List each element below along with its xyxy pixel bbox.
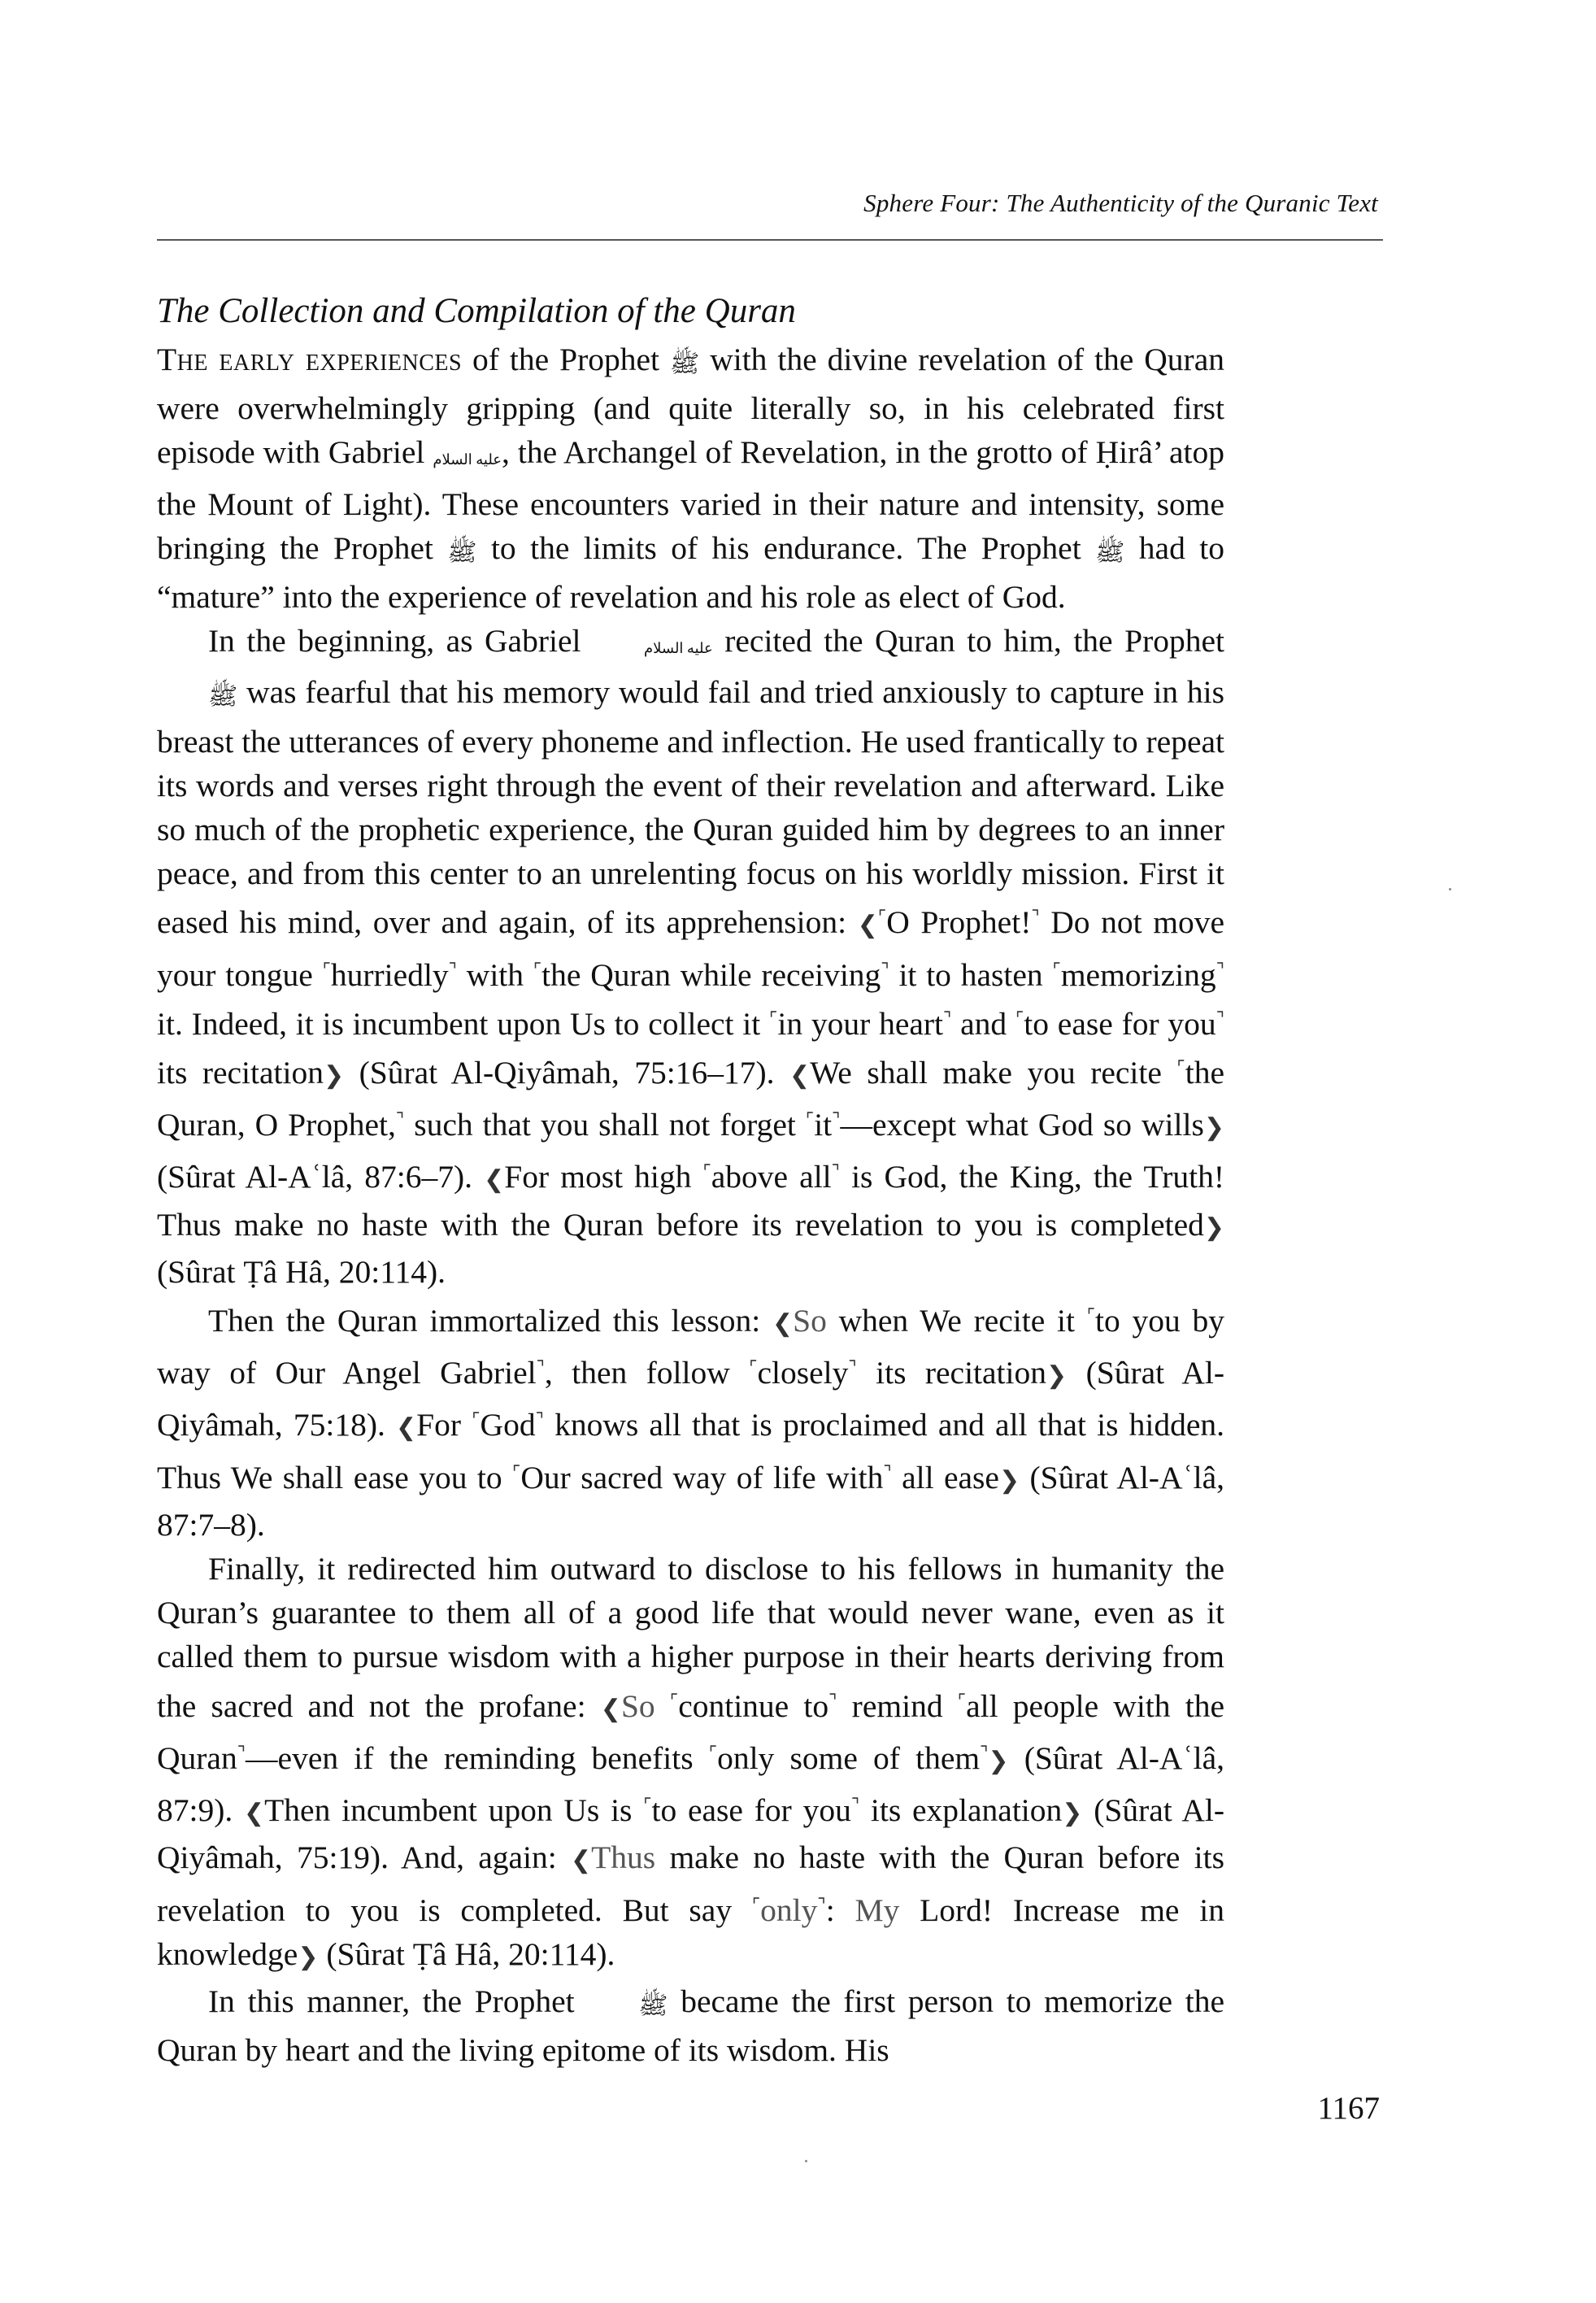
honorific-prophet-icon: ﷺ: [1095, 538, 1125, 566]
verse-open-icon: ❮: [484, 1166, 505, 1194]
text: In the beginning, as Gabriel: [208, 623, 593, 660]
quote-text: such that you shall not forget: [404, 1107, 806, 1143]
quote-text: and: [951, 1005, 1015, 1042]
citation: (Sûrat Al-Aʿlâ, 87:7–8).: [157, 1459, 1225, 1543]
lead-small-caps: The early experiences: [157, 342, 463, 377]
quote-text: all people with the Quran: [157, 1687, 1225, 1776]
bracket-open-icon: ⌜: [877, 907, 887, 928]
text: Finally, it redirected him outward to disclose to his fellows in humanity the Quran’s guarantee to them all of a good life that would never wane, even as it called them to pursue wisdom with a higher purpose in their hearts deriving from the sacred and not the profane:: [157, 1551, 1224, 1724]
bracket-close-icon: ⌝: [850, 1795, 860, 1816]
bracket-close-icon: ⌝: [448, 959, 457, 980]
verse-close-icon: ❯: [1046, 1362, 1068, 1390]
bracket-open-icon: ⌜: [1086, 1305, 1096, 1326]
bracket-open-icon: ⌜: [472, 1409, 481, 1430]
verse-close-icon: ❯: [298, 1943, 319, 1970]
quote-text: all ease: [891, 1459, 999, 1495]
text: had to “mature” into the experience of revelation and his role as elect of God.: [157, 529, 1224, 616]
verse-close-icon: ❯: [1203, 1114, 1224, 1142]
verse-open-icon: ❮: [600, 1695, 621, 1722]
citation: (Sûrat Al-Qiyâmah, 75:18).: [157, 1355, 1224, 1443]
quote-text: in your heart: [777, 1005, 944, 1042]
quote-text: to you by way of Our Angel Gabriel: [157, 1303, 1224, 1391]
citation: (Sûrat Ṭâ Hâ, 20:114).: [318, 1935, 615, 1972]
text: with the divine revelation of the Quran were overwhelmingly gripping (and quite literally so, in his celebrated first episode with Gabriel: [157, 342, 1224, 471]
quote-text: Lord! Increase me in knowledge: [157, 1892, 1224, 1972]
citation: (Sûrat Al-Aʿlâ, 87:9).: [157, 1739, 1224, 1829]
bracket-open-icon: ⌜: [1015, 1008, 1024, 1029]
text: became the first person to memorize the Quran by heart and the living epitome of its wisdom. His: [157, 1983, 1224, 2069]
paragraph: [157, 1547, 1224, 1979]
quote-text: Do not move your tongue: [157, 904, 1224, 993]
bracket-close-icon: ⌝: [832, 1109, 841, 1130]
text: Then the Quran immortalized this lesson:: [208, 1303, 772, 1339]
verse-open-icon: ❮: [571, 1847, 592, 1874]
bracket-open-icon: ⌜: [769, 1008, 778, 1029]
quote-text: the Quran while receiving: [541, 956, 881, 993]
quote-text: to ease for you: [651, 1792, 851, 1829]
quote-text: the Quran, O Prophet,: [157, 1055, 1224, 1143]
verse-open-icon: ❮: [857, 912, 878, 939]
verse-open-icon: ❮: [396, 1414, 417, 1442]
page-number: 1167: [1317, 2091, 1380, 2126]
bracket-open-icon: ⌜: [805, 1109, 815, 1130]
text: was fearful that his memory would fail and tried anxiously to capture in his breast the utterances of every phoneme and inflection. He used frantically to repeat its words and verses right through the event of their revelation and afterward. Like so much of the prophetic experience, the Quran guided him by degrees to an inner peace, and from this center to an unrelenting focus on his worldly mission. First it eased his mind, over and again, of its apprehension:: [157, 674, 1224, 941]
verse-open-icon: ❮: [772, 1310, 794, 1338]
header-rule: [157, 239, 1383, 241]
quote-text: make no haste with the Quran before its revelation to you is completed. But say: [157, 1839, 1224, 1928]
quote-text: its recitation: [157, 1055, 324, 1091]
citation: (Sûrat Al-Aʿlâ, 87:6–7).: [157, 1159, 485, 1195]
bracket-open-icon: ⌜: [643, 1795, 652, 1816]
bracket-close-icon: ⌝: [881, 959, 889, 980]
bracket-open-icon: ⌜: [1176, 1057, 1185, 1078]
bracket-close-icon: ⌝: [848, 1357, 857, 1378]
bracket-open-icon: ⌜: [957, 1690, 967, 1711]
verse-close-icon: ❯: [1203, 1213, 1224, 1241]
quote-text: it. Indeed, it is incumbent upon Us to collect it: [157, 1005, 770, 1042]
bracket-close-icon: ⌝: [535, 1409, 544, 1430]
quote-text: knows all that is proclaimed and all that is hidden. Thus We shall ease you to: [157, 1407, 1225, 1495]
text: to the limits of his endurance. The Prophet: [476, 529, 1096, 566]
bracket-close-icon: ⌝: [817, 1894, 826, 1915]
paragraph: [157, 1294, 1224, 1547]
bracket-close-icon: ⌝: [395, 1109, 405, 1130]
quote-text: For most high: [504, 1159, 703, 1195]
honorific-gabriel-icon: عليه السلام: [644, 640, 713, 657]
verse-close-icon: ❯: [988, 1747, 1009, 1774]
scan-speck: [1449, 888, 1451, 890]
bracket-open-icon: ⌜: [751, 1894, 761, 1915]
bracket-close-icon: ⌝: [828, 1690, 837, 1711]
bracket-open-icon: ⌜: [669, 1690, 679, 1711]
bracket-close-icon: ⌝: [1215, 1008, 1224, 1029]
quote-text: when We recite it: [826, 1303, 1087, 1339]
bracket-open-icon: ⌜: [322, 959, 331, 980]
quote-text: We shall make you recite: [810, 1055, 1177, 1091]
bracket-open-icon: ⌜: [708, 1742, 718, 1763]
quote-text: it: [814, 1107, 833, 1143]
quote-text: Thus: [591, 1839, 656, 1876]
bracket-close-icon: ⌝: [831, 1161, 840, 1182]
quote-text: Then incumbent upon Us is: [264, 1792, 644, 1829]
bracket-open-icon: ⌜: [749, 1357, 758, 1378]
bracket-close-icon: ⌝: [883, 1461, 892, 1482]
quote-text: above all: [711, 1159, 832, 1195]
citation: (Sûrat Al-Qiyâmah, 75:19). And, again:: [157, 1792, 1224, 1876]
quote-text: For: [416, 1407, 472, 1443]
section-title: The Collection and Compilation of the Quran: [157, 292, 796, 330]
quote-text: memorizing: [1060, 956, 1216, 993]
quote-text: continue to: [678, 1687, 829, 1724]
quote-text: it to hasten: [889, 956, 1053, 993]
text: In this manner, the Prophet: [208, 1983, 588, 2019]
quote-text: only: [760, 1892, 818, 1928]
bracket-open-icon: ⌜: [702, 1161, 711, 1182]
quote-text: closely: [757, 1355, 849, 1391]
quote-text: My: [855, 1892, 900, 1928]
quote-text: to ease for you: [1024, 1005, 1216, 1042]
quote-text: :: [825, 1892, 855, 1928]
bracket-close-icon: ⌝: [536, 1357, 545, 1378]
verse-open-icon: ❮: [789, 1062, 811, 1090]
honorific-gabriel-icon: عليه السلام: [433, 451, 502, 468]
quote-text: hurriedly: [330, 956, 449, 993]
honorific-prophet-icon: ﷺ: [208, 683, 238, 711]
bracket-open-icon: ⌜: [533, 959, 542, 980]
bracket-close-icon: ⌝: [980, 1742, 989, 1763]
quote-text: O Prophet!: [886, 904, 1032, 941]
quote-text: —except what God so wills: [840, 1107, 1204, 1143]
citation: (Sûrat Al-Qiyâmah, 75:16–17).: [344, 1055, 790, 1091]
quote-text: , then follow: [544, 1355, 750, 1391]
quote-text: [655, 1688, 670, 1724]
honorific-prophet-icon: ﷺ: [638, 1992, 668, 2019]
honorific-prophet-icon: ﷺ: [669, 350, 700, 377]
bracket-close-icon: ⌝: [1031, 907, 1040, 928]
text: of the Prophet: [462, 342, 670, 377]
running-head: Sphere Four: The Authenticity of the Quranic Text: [863, 189, 1378, 217]
quote-text: remind: [837, 1687, 958, 1724]
quote-text: with: [456, 956, 533, 993]
quote-text: its explanation: [859, 1792, 1063, 1829]
quote-text: —even if the reminding benefits: [246, 1739, 709, 1776]
bracket-close-icon: ⌝: [237, 1742, 246, 1763]
scan-speck: [805, 2160, 807, 2162]
bracket-open-icon: ⌜: [512, 1461, 521, 1482]
honorific-prophet-icon: ﷺ: [447, 538, 477, 566]
bracket-open-icon: ⌜: [1052, 959, 1061, 980]
text: recited the Quran to him, the Prophet: [712, 623, 1224, 660]
verse-close-icon: ❯: [998, 1466, 1020, 1494]
quote-text: Our sacred way of life with: [520, 1459, 884, 1495]
quote-text: only some of them: [717, 1739, 981, 1776]
bracket-close-icon: ⌝: [943, 1008, 952, 1029]
text: , the Archangel of Revelation, in the grotto of Ḥirâ’ atop the Mount of Light). These encounters varied in their nature and intensity, some bringing the Prophet: [157, 434, 1225, 566]
quote-text: So: [620, 1687, 655, 1724]
verse-open-icon: ❮: [244, 1800, 265, 1827]
bracket-close-icon: ⌝: [1215, 959, 1224, 980]
quote-text: God: [480, 1407, 536, 1443]
body-text: [157, 337, 1224, 2072]
paragraph: [157, 1979, 1224, 2072]
citation: (Sûrat Ṭâ Hâ, 20:114).: [157, 1253, 446, 1290]
quote-text: its recitation: [856, 1355, 1047, 1391]
paragraph: [157, 337, 1224, 619]
verse-close-icon: ❯: [323, 1062, 345, 1090]
paragraph: [157, 619, 1224, 1294]
quote-text: is God, the King, the Truth! Thus make no haste with the Quran before its revelation to you is completed: [157, 1159, 1224, 1243]
quote-text: So: [793, 1303, 827, 1339]
verse-close-icon: ❯: [1062, 1800, 1083, 1827]
